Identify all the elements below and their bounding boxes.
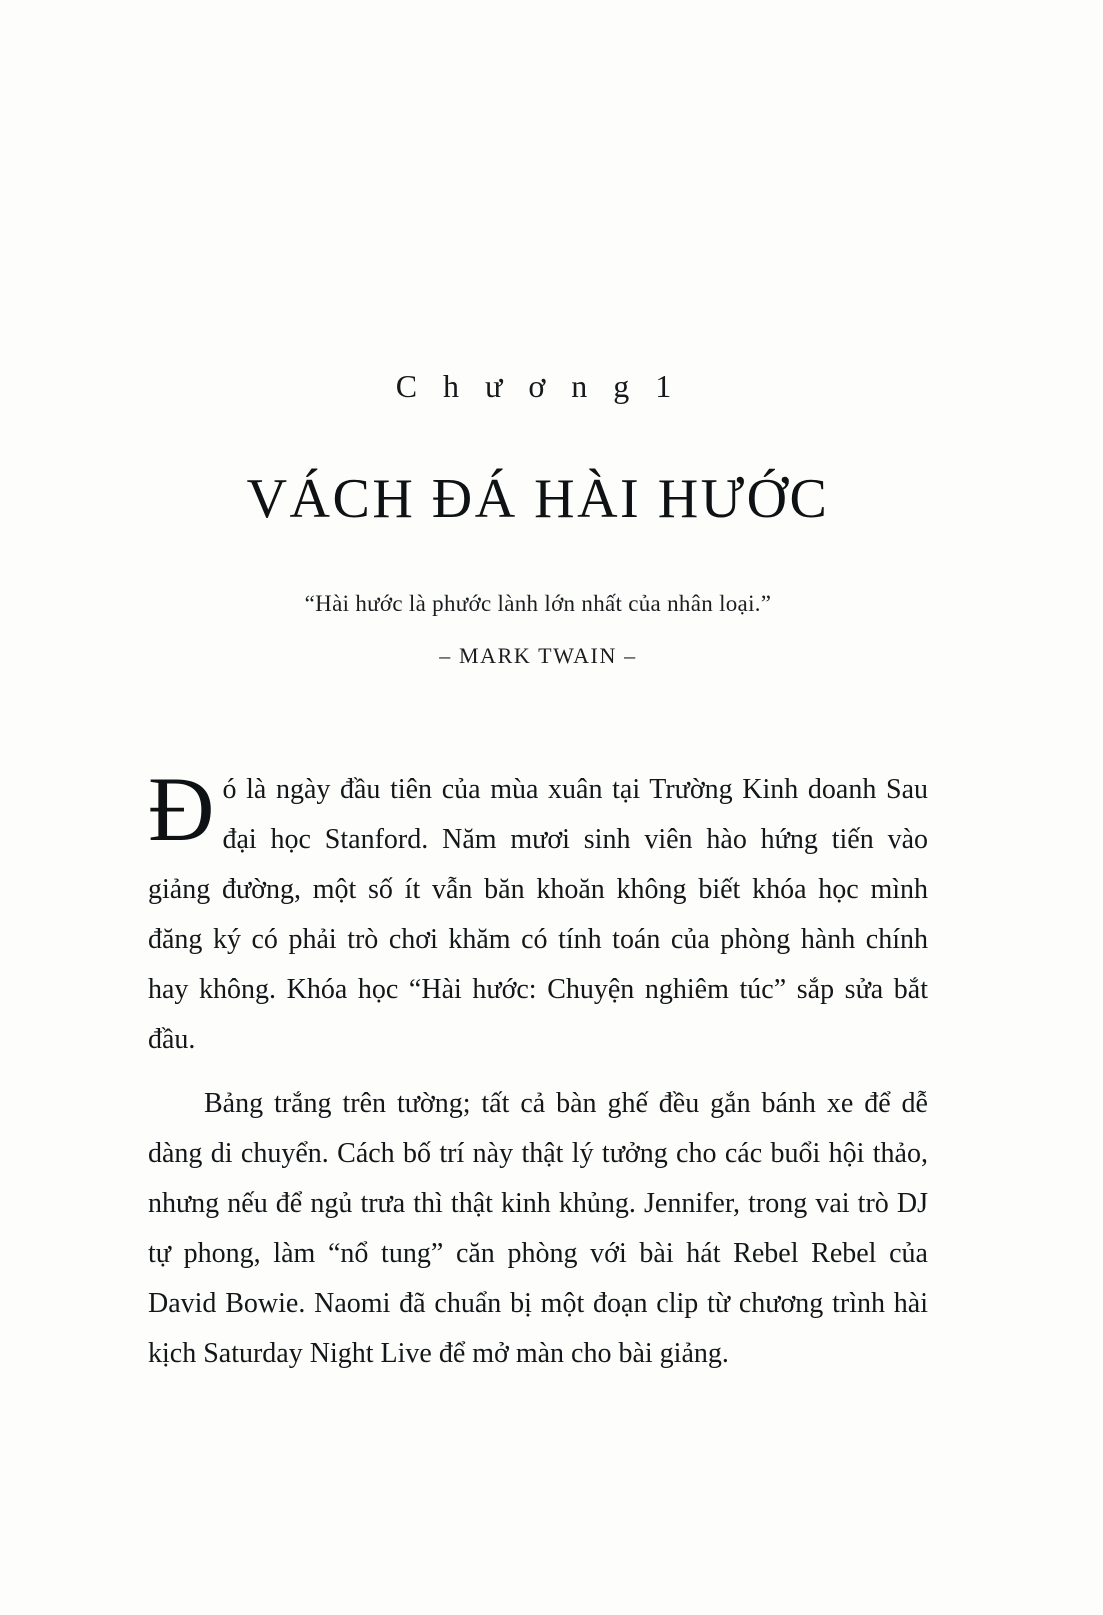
paragraph-second: Bảng trắng trên tường; tất cả bàn ghế đều gắn bánh xe để dễ dàng di chuyển. Cách bố trí này thật lý tưởng cho các buổi hội thảo, nhưng nếu để ngủ trưa thì thật kinh khủng. Jennifer, trong vai trò DJ tự phong, làm “nổ tung” căn phòng với bài hát Rebel Rebel của David Bowie. Naomi đã chuẩn bị một đoạn clip từ chương trình hài kịch Saturday Night Live để mở màn cho bài giảng. — [148, 1088, 928, 1369]
epigraph-quote: “Hài hước là phước lành lớn nhất của nhân loại.” — [304, 591, 772, 616]
chapter-label: C h ư ơ n g 1 — [395, 368, 681, 404]
epigraph-attribution: – MARK TWAIN – — [439, 643, 637, 668]
page-content — [148, 0, 928, 1379]
paragraph-first — [148, 758, 928, 1065]
body-text-block — [148, 758, 928, 1379]
paragraph-first-text: ó là ngày đầu tiên của mùa xuân tại Trường Kinh doanh Sau đại học Stanford. Năm mươi sinh viên hào hứng tiến vào giảng đường, một số ít vẫn băn khoăn không biết khóa học mình đăng ký có phải trò chơi khăm có tính toán của phòng hành chính hay không. Khóa học “Hài hước: Chuyện nghiêm túc” sắp sửa bắt đầu. — [148, 774, 928, 1055]
drop-cap: Đ — [148, 758, 215, 860]
chapter-title: VÁCH ĐÁ HÀI HƯỚC — [246, 468, 830, 530]
